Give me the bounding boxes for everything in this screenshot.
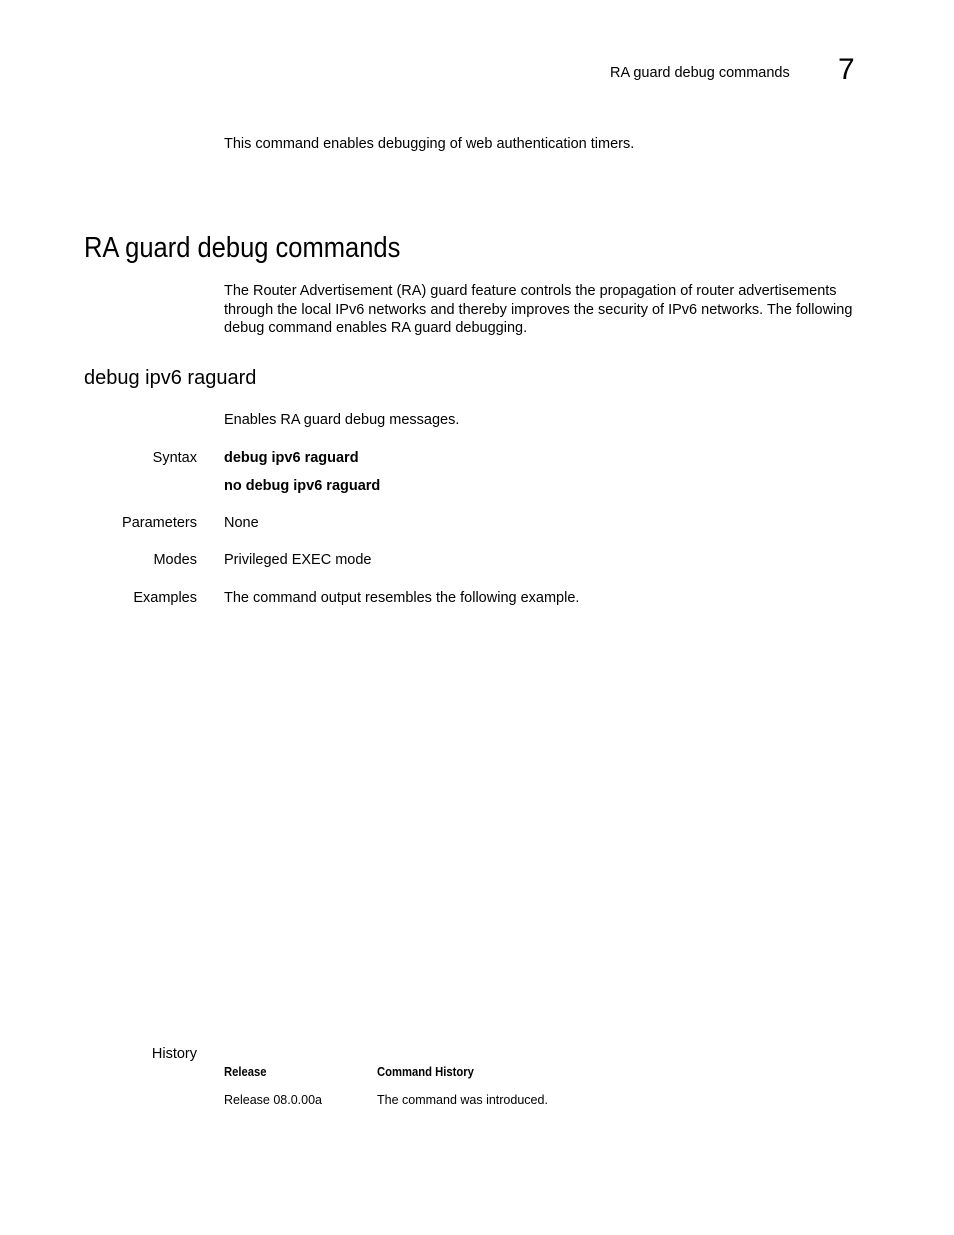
section-paragraph xyxy=(224,282,874,338)
parameters-label: Parameters xyxy=(122,515,197,531)
paragraph-line: debug command enables RA guard debugging. xyxy=(224,320,528,336)
syntax-label: Syntax xyxy=(152,450,197,466)
examples-value: The command output resembles the following example. xyxy=(224,590,580,606)
history-table-header-command-history: Command History xyxy=(377,1065,474,1079)
history-table-header-release: Release xyxy=(224,1065,267,1079)
examples-label: Examples xyxy=(133,590,197,606)
modes-value: Privileged EXEC mode xyxy=(224,552,372,568)
running-header-title: RA guard debug commands xyxy=(610,65,790,81)
paragraph-line: The Router Advertisement (RA) guard feature controls the propagation of router advertisements xyxy=(224,283,837,299)
history-table-cell-command-history: The command was introduced. xyxy=(377,1093,548,1107)
syntax-value-negated: no debug ipv6 raguard xyxy=(224,478,381,494)
history-table-cell-release: Release 08.0.00a xyxy=(224,1093,322,1107)
parameters-value: None xyxy=(224,515,259,531)
paragraph-line: through the local IPv6 networks and thereby improves the security of IPv6 networks. The following xyxy=(224,301,853,318)
history-label: History xyxy=(151,1046,197,1062)
command-heading: debug ipv6 raguard xyxy=(84,367,257,389)
intro-text: This command enables debugging of web authentication timers. xyxy=(224,136,635,152)
command-description: Enables RA guard debug messages. xyxy=(224,412,460,428)
syntax-value: debug ipv6 raguard xyxy=(224,450,359,466)
section-heading: RA guard debug commands xyxy=(84,232,401,264)
modes-label: Modes xyxy=(153,552,197,568)
chapter-number: 7 xyxy=(838,53,855,86)
